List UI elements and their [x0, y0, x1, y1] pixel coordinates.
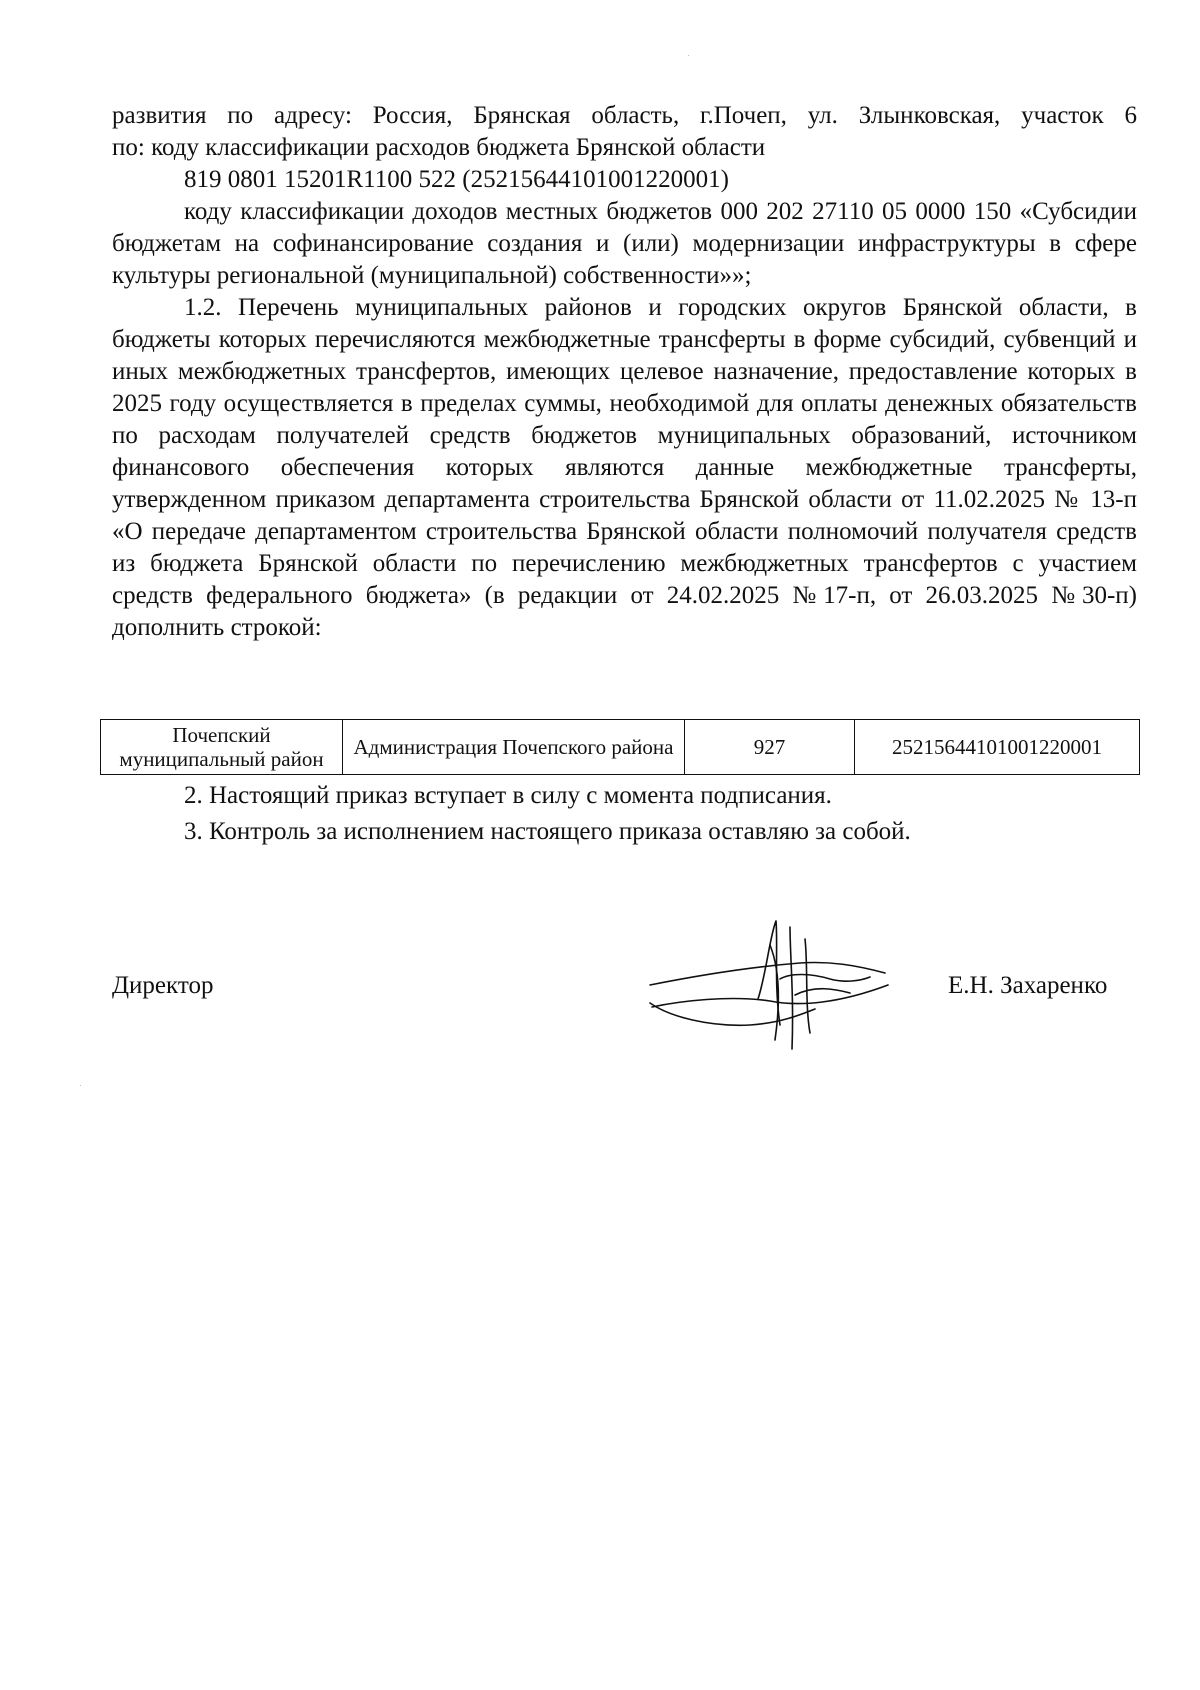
paragraph-clause-1-2: 1.2. Перечень муниципальных районов и городских округов Брянской области, в бюджеты которых перечисляются межбюджетные трансферты в форме субсидий, субвенций и иных межбюджетных трансфертов, имеющих целевое назначение, предоставление которых в 2025 году осуществляется в пределах суммы, необходимой для оплаты денежных обязательств по расходам получателей средств бюджетов муниципальных образований, источником финансового обеспечения которых являются данные межбюджетные трансферты, утвержденном приказом департамента строительства Брянской области от 11.02.2025 № 13-п «О передаче департаментом строительства Брянской области полномочий получателя средств из бюджета Брянской области по перечислению межбюджетных трансфертов с участием средств федерального бюджета» (в редакции от 24.02.2025 №17-п, от 26.03.2025 №30-п) дополнить строкой: — [112, 294, 1137, 641]
table-cell-administration: Администрация Почепского района — [343, 720, 685, 775]
addition-table — [100, 719, 1140, 775]
scan-speck — [80, 1085, 81, 1086]
document-body — [112, 100, 1137, 644]
table-cell-number: 25215644101001220001 — [855, 720, 1140, 775]
paragraph-expense-code: 819 0801 15201R1100 522 (2521564410100122000​1) — [184, 166, 729, 193]
scan-speck — [688, 55, 689, 56]
final-clauses — [112, 778, 1137, 850]
signer-position: Директор — [112, 972, 214, 999]
table-cell-code: 927 — [685, 720, 855, 775]
clause-3: 3. Контроль за исполнением настоящего приказа оставляю за собой. — [184, 818, 911, 845]
table-cell-district: Почепский муниципальный район — [101, 720, 343, 775]
paragraph-address: развития по адресу: Россия, Брянская область, г.Почеп, ул. Злынковская, участок 6 — [112, 102, 1137, 129]
handwritten-signature — [640, 915, 900, 1055]
paragraph-expense-code-intro: по: коду классификации расходов бюджета Брянской области — [112, 134, 766, 161]
signer-name: Е.Н. Захаренко — [948, 972, 1108, 999]
paragraph-income-code: коду классификации доходов местных бюджетов 000 202 27110 05 0000 150 «Субсидии бюджетам на софинансирование создания и (или) модернизации инфраструктуры в сфере культуры региональной (муниципальной) собственности»»; — [112, 198, 1137, 289]
table-row — [101, 720, 1140, 775]
clause-2: 2. Настоящий приказ вступает в силу с момента подписания. — [184, 782, 832, 809]
